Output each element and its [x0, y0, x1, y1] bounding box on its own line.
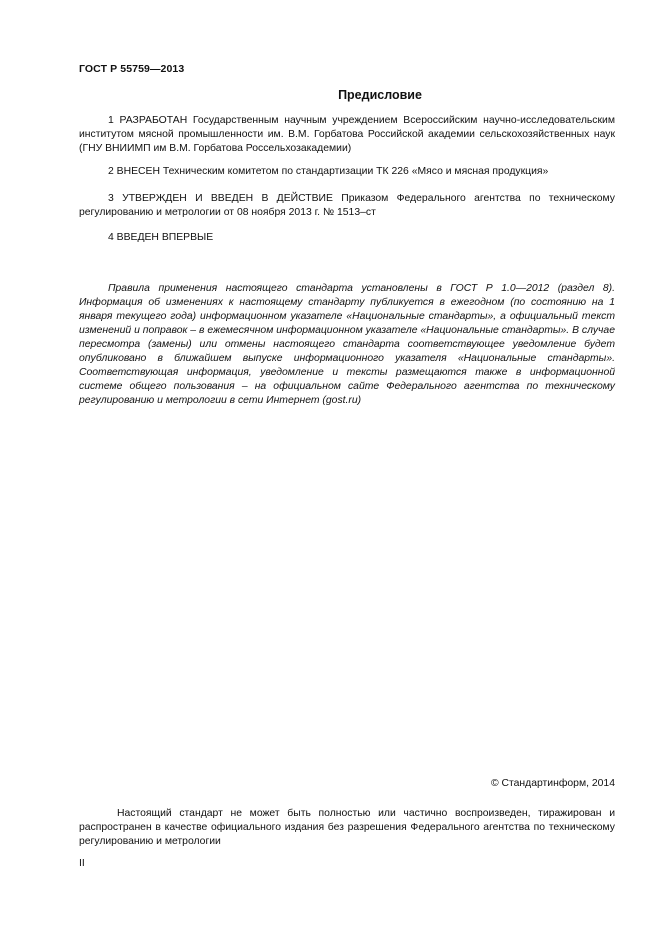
paragraph-introduced-by: 2 ВНЕСЕН Техническим комитетом по стандартизации ТК 226 «Мясо и мясная продукция» — [108, 166, 549, 177]
page-number: II — [79, 858, 85, 869]
paragraph-first-introduced: 4 ВВЕДЕН ВПЕРВЫЕ — [108, 232, 214, 243]
copyright-text: © Стандартинформ, 2014 — [490, 778, 615, 789]
paragraph-developed-by: 1 РАЗРАБОТАН Государственным научным учреждением Всероссийским научно-исследовательским институтом мясной промышленности им. В.М. Горбатова Российской академии сельскохозяйственных наук (ГНУ ВНИИМП им В.М. Горбатова Россельхозакадемии) — [79, 115, 615, 154]
page-title: Предисловие — [338, 88, 422, 102]
rules-note: Правила применения настоящего стандарта установлены в ГОСТ Р 1.0—2012 (раздел 8). Информация об изменениях к настоящему стандарту публикуется в ежегодном (по состоянию на 1 января текущего года) информационном указателе «Национальные стандарты», а официальный текст изменений и поправок – в ежемесячном информационном указателе «Национальные стандарты». В случае пересмотра (замены) или отмены настоящего стандарта соответствующее уведомление будет опубликовано в ближайшем выпуске информационного указателя «Национальные стандарты». Соответствующая информация, уведомление и тексты размещаются также в информационной системе общего пользования – на официальном сайте Федерального агентства по техническому регулированию и метрологии в сети Интернет (gost.ru) — [79, 283, 615, 406]
paragraph-approved: 3 УТВЕРЖДЕН И ВВЕДЕН В ДЕЙСТВИЕ Приказом Федерального агентства по техническому регулированию и метрологии от 08 ноября 2013 г. № 1513–ст — [79, 193, 615, 218]
document-code: ГОСТ Р 55759—2013 — [79, 63, 185, 75]
reproduction-notice: Настоящий стандарт не может быть полностью или частично воспроизведен, тиражирован и распространен в качестве официального издания без разрешения Федерального агентства по техническому регулированию и метрологии — [79, 808, 615, 847]
